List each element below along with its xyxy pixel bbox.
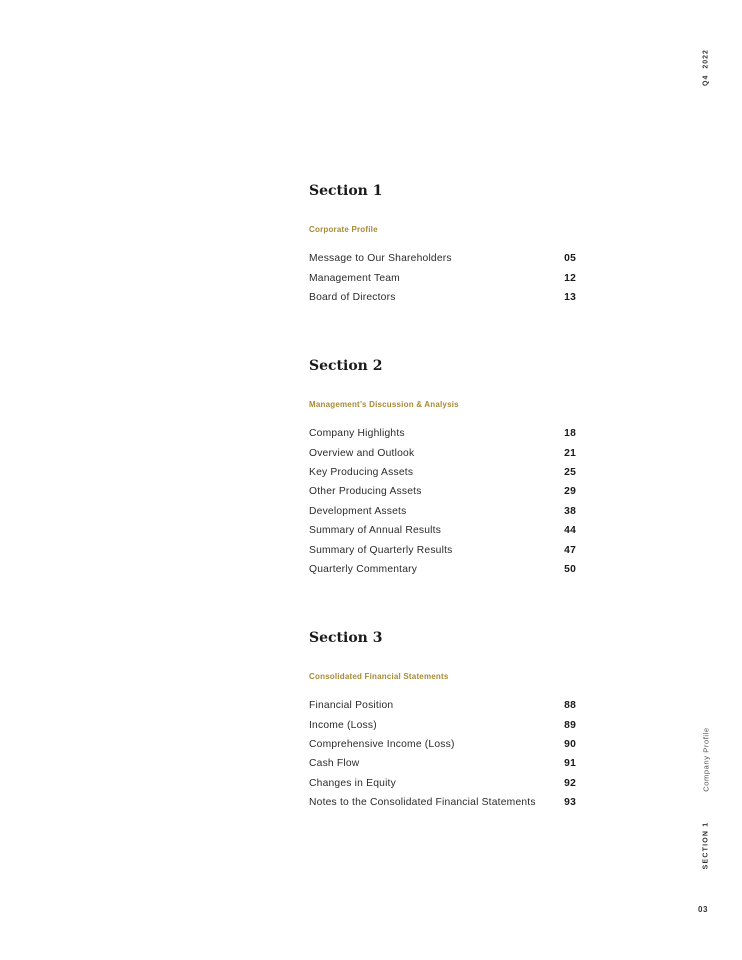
toc-entry-page: 38 xyxy=(564,505,576,517)
toc-entry-label: Management Team xyxy=(309,272,400,284)
toc-entry-page: 05 xyxy=(564,253,576,265)
toc-entry[interactable] xyxy=(309,502,576,521)
toc-section-3 xyxy=(309,629,576,812)
toc-entry[interactable] xyxy=(309,424,576,443)
toc-entry-label: Message to Our Shareholders xyxy=(309,253,452,265)
toc-entry-label: Development Assets xyxy=(309,505,407,517)
toc-entry[interactable] xyxy=(309,482,576,501)
section-title: Section 2 xyxy=(309,358,383,374)
toc-entry-label: Summary of Annual Results xyxy=(309,525,442,537)
toc-entry-page: 12 xyxy=(564,272,576,284)
toc-entry[interactable] xyxy=(309,793,576,812)
toc-entry[interactable] xyxy=(309,560,576,579)
toc-entry[interactable] xyxy=(309,521,576,540)
toc-entry-page: 93 xyxy=(564,797,576,809)
toc-entry-page: 90 xyxy=(564,738,576,750)
toc-entry-page: 92 xyxy=(564,777,576,789)
toc-entry[interactable] xyxy=(309,696,576,715)
toc-entry-label: Notes to the Consolidated Financial Statements xyxy=(309,797,536,809)
toc-section-2 xyxy=(309,357,576,579)
quarter-year-label xyxy=(703,48,710,88)
toc-entry-page: 89 xyxy=(564,719,576,731)
toc-entry-label: Changes in Equity xyxy=(309,777,396,789)
toc-entry[interactable] xyxy=(309,249,576,268)
toc-entry-label: Cash Flow xyxy=(309,758,360,770)
toc-entry-page: 18 xyxy=(564,428,576,440)
section-subtitle: Management’s Discussion & Analysis xyxy=(309,400,459,409)
toc-entry-page: 47 xyxy=(564,544,576,556)
toc-entry-label: Overview and Outlook xyxy=(309,447,415,459)
toc-entry[interactable] xyxy=(309,463,576,482)
toc-entry-label: Financial Position xyxy=(309,700,394,712)
toc-entry[interactable] xyxy=(309,540,576,559)
side-profile-label: Company Profile xyxy=(701,727,711,792)
toc-entry-label: Other Producing Assets xyxy=(309,486,422,498)
section-title: Section 3 xyxy=(309,630,383,646)
toc-entry-page: 50 xyxy=(564,563,576,575)
toc-entry-page: 21 xyxy=(564,447,576,459)
section-subtitle: Consolidated Financial Statements xyxy=(309,672,449,681)
toc-entry-label: Quarterly Commentary xyxy=(309,563,418,575)
toc-entry-label: Income (Loss) xyxy=(309,719,377,731)
toc-entry[interactable] xyxy=(309,715,576,734)
toc-entry-page: 29 xyxy=(564,486,576,498)
toc-entry-page: 25 xyxy=(564,466,576,478)
toc-entry-page: 44 xyxy=(564,525,576,537)
toc-section-1 xyxy=(309,182,576,307)
toc-entry-label: Comprehensive Income (Loss) xyxy=(309,738,455,750)
toc-entry[interactable] xyxy=(309,735,576,754)
year-label: 2022 xyxy=(702,49,710,69)
toc-entry-label: Company Highlights xyxy=(309,428,405,440)
toc-entry-page: 91 xyxy=(564,758,576,770)
toc-entry[interactable] xyxy=(309,288,576,307)
toc-entry-label: Summary of Quarterly Results xyxy=(309,544,453,556)
toc-entry[interactable] xyxy=(309,443,576,462)
toc-entry[interactable] xyxy=(309,774,576,793)
toc-entry[interactable] xyxy=(309,754,576,773)
quarter-label: Q4 xyxy=(702,74,710,86)
toc-entry-page: 13 xyxy=(564,291,576,303)
side-section-label: SECTION 1 xyxy=(702,821,710,870)
toc-entry-page: 88 xyxy=(564,700,576,712)
page-number: 03 xyxy=(698,905,708,914)
toc-entry-label: Key Producing Assets xyxy=(309,466,414,478)
toc-entry[interactable] xyxy=(309,268,576,287)
section-title: Section 1 xyxy=(309,183,383,199)
section-subtitle: Corporate Profile xyxy=(309,225,378,234)
toc-entry-label: Board of Directors xyxy=(309,291,396,303)
